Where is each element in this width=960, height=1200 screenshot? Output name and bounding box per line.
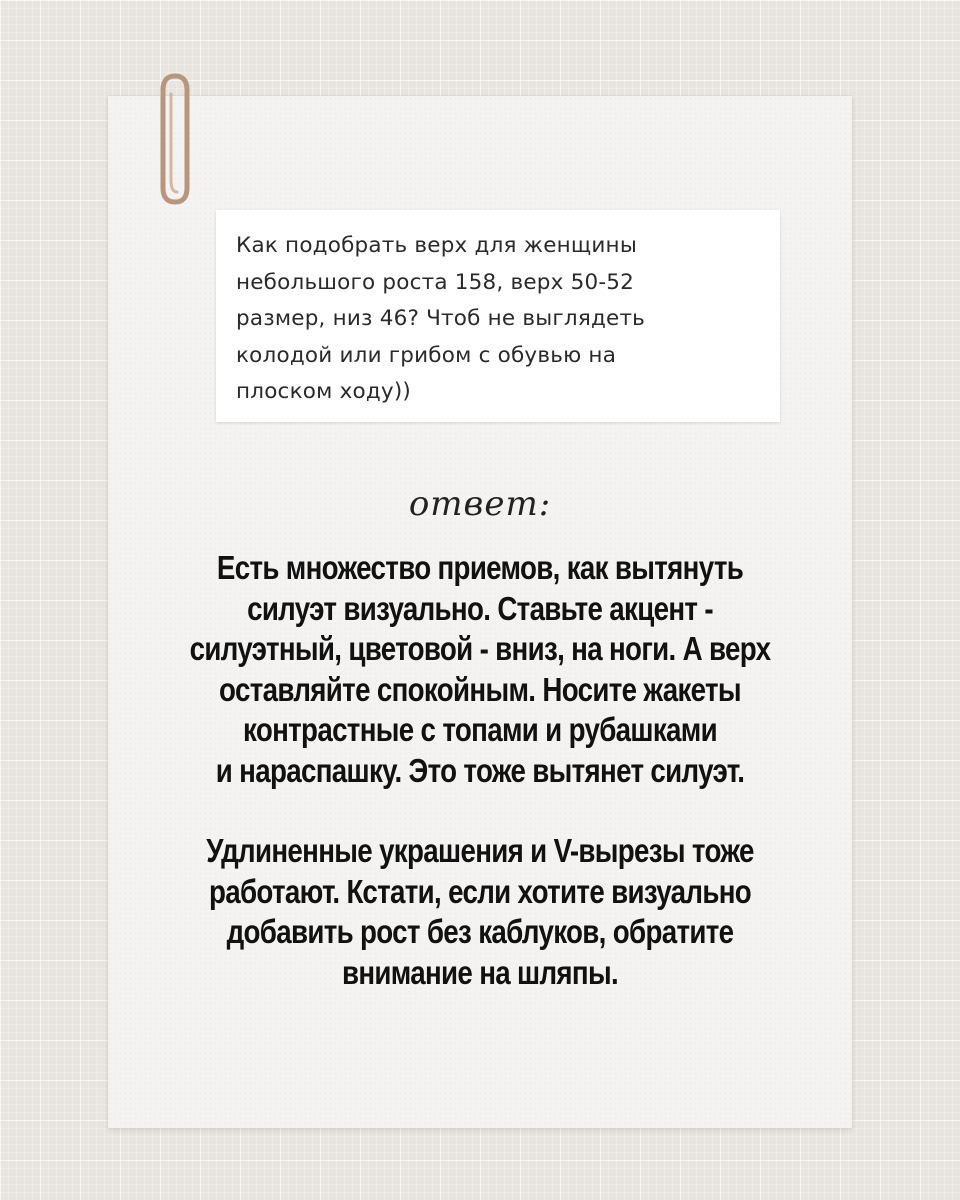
answer-line: оставляйте спокойным. Носите жакеты xyxy=(219,670,741,708)
question-line: плоском ходу)) xyxy=(236,379,412,404)
paperclip-icon xyxy=(145,70,197,210)
question-line: небольшого роста 158, верх 50-52 xyxy=(236,269,635,295)
answer-paragraph-2 xyxy=(178,831,783,993)
answer-heading: ответ: xyxy=(408,484,552,524)
question-line: колодой или грибом с обувью на xyxy=(236,342,617,368)
answer-line: Удлиненные украшения и V-вырезы тоже xyxy=(206,832,754,869)
answer-line: контрастные с топами и рубашками xyxy=(242,711,717,748)
answer-line: работают. Кстати, если хотите визуально xyxy=(208,872,752,910)
question-line: Как подобрать верх для женщины xyxy=(236,233,637,258)
answer-line: Есть множество приемов, как вытянуть xyxy=(216,549,744,586)
question-text xyxy=(236,228,760,411)
answer-line: силуэт визуально. Ставьте акцент - xyxy=(247,589,713,627)
answer-paragraph-1 xyxy=(178,548,783,791)
answer-body xyxy=(178,548,783,993)
answer-line: внимание на шляпы. xyxy=(341,953,619,991)
question-box xyxy=(216,210,780,422)
question-line: размер, низ 46? Чтоб не выглядеть xyxy=(236,306,646,331)
answer-line: силуэтный, цветовой - вниз, на ноги. А верх xyxy=(189,630,771,667)
answer-line: добавить рост без каблуков, обратите xyxy=(226,913,734,950)
answer-line: и нараспашку. Это тоже вытянет силуэт. xyxy=(215,751,745,789)
